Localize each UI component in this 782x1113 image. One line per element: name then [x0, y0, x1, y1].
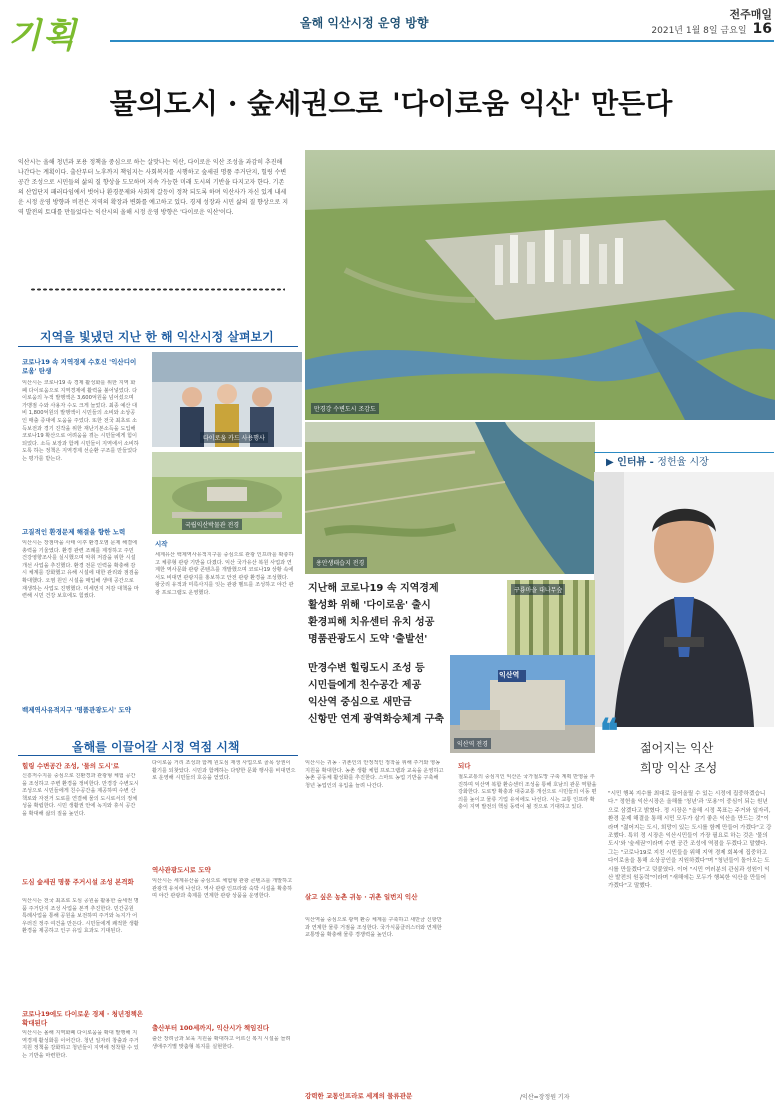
section1-body-2: 익산시는 장점마을 사태 이후 환경오염 문제 해결에 총력을 기울였다. 환경 관련 조례를 제정하고 주민 건강영향조사를 실시했으며 악취 저감을 위한 시설 개선 사업을 추진했다. 환경 전문 인력을 확충해 감시 체계를 강화했고 유해 시설에 대한 관리와 점검을 확대했다. 오염 원인 시설을 매입해 생태 공간으로 재생하는 사업도 진행했다. 미세먼지 저감 대책을 마련해 시민 건강 보호에도 힘썼다.	[22, 540, 139, 600]
interview-quote-line-2: 희망 익산 조성	[640, 761, 718, 775]
header-rule	[110, 40, 774, 42]
interview-quote-line-1: 젊어지는 익산	[640, 741, 714, 755]
photo-museum	[152, 452, 302, 534]
section2-body-8: 철도교통의 중심지인 익산은 국가철도망 구축 계획 반영을 추진하며 익산역 복합 환승센터 조성을 통해 호남의 관문 역할을 강화한다. 도로망 확충과 대중교통 개선으로 시민들의 이동 편의를 높이고 물류 기업 유치에도 나선다. 시는 교통 인프라 확충이 지역 발전의 핵심 동력이 될 것으로 기대하고 있다.	[458, 774, 597, 811]
section2-rule	[18, 755, 298, 756]
photo-caption-main: 만경강 수변도시 조감도	[311, 403, 379, 414]
page-number: 16	[752, 21, 772, 37]
issue-date: 2021년 1월 8일 금요일	[651, 26, 747, 36]
section2-body-7: 익산역을 중심으로 광역 환승 체계를 구축하고 새만금 신항만과 연계한 물류 거점을 조성한다. 국가식품클러스터와 연계한 교통망을 확충해 물류 경쟁력을 높인다.	[305, 917, 442, 939]
section2-kicker-5: 출산부터 100세까지, 익산시가 책임진다	[152, 1024, 270, 1032]
photo-caption-5: 익산역 전경	[454, 738, 491, 749]
section-title: 올해 익산시정 운영 방향	[300, 16, 429, 30]
main-aerial-photo	[305, 150, 775, 420]
section2-body-5: 출산 장려금과 보육 지원을 확대하고 어르신 복지 시설을 늘려 생애주기별 맞춤형 복지를 실현한다.	[152, 1036, 291, 1050]
dateline	[651, 21, 772, 37]
section2-body-3: 익산시는 올해 지역화폐 다이로움을 확대 발행해 지역경제 활성화를 이어간다. 청년 일자리 창출과 주거 지원 정책을 강화하고 청년들이 지역에 정착할 수 있는 기반을 마련한다.	[22, 1030, 139, 1059]
dotted-divider	[30, 288, 285, 291]
highlight-1-line-4: 명품관광도시 도약 '출발선'	[308, 634, 428, 645]
section1-title: 지역을 빛냈던 지난 한 해 익산시정 살펴보기	[40, 330, 274, 344]
photo-card-event	[152, 352, 302, 447]
highlight-2-line-3: 익산역 중심으로 새만금	[308, 697, 412, 708]
photo-caption-3: 용안생태습지 전경	[313, 557, 367, 568]
byline: /익산=장정원 기자	[520, 1094, 570, 1101]
section1-kicker-3: 백제역사유적지구 '명품관광도시' 도약	[22, 706, 131, 714]
section1-kicker-1: 코로나19 속 지역경제 수호신 '익산디이로움' 탄생	[22, 358, 137, 375]
section1-body-3b: 다이로움 거리 조성과 함께 원도심 재생 사업으로 골목 상권이 활기를 되찾았다. 시민과 함께하는 다양한 문화 행사를 비대면으로 운영해 시민들의 호응을 얻었다.	[152, 760, 296, 782]
section2-kicker-4: 역사관광도시로 도약	[152, 866, 211, 874]
photo-caption-1: 다이로움 카드 사용행사	[200, 432, 268, 443]
section2-kicker-8: 되다	[458, 762, 471, 770]
section2-kicker-6: 살고 싶은 농촌 귀농 · 귀촌 일번지 익산	[305, 893, 418, 901]
page-headline: 물의도시 · 숲세권으로 '다이로움 익산' 만든다	[109, 87, 673, 120]
newspaper-name: 전주매일	[729, 8, 772, 21]
section1-body-3: 세계유산 백제역사유적지구를 중심으로 관광 인프라를 확충하고 체류형 관광 기반을 다졌다. 익산 국가유산 복원 사업과 연계한 역사문화 관광 콘텐츠를 개발했으며 코로나19 상황 속에서도 비대면 관광지를 홍보하고 안전 관광 환경을 조성했다. 왕궁리 유적과 미륵사지를 잇는 관광 벨트를 조성하고 야간 관광 프로그램도 운영했다.	[155, 552, 294, 596]
highlight-1-line-2: 활성화 위해 '다이로움' 출시	[308, 600, 431, 611]
station-sign: 익산역	[499, 671, 520, 679]
portrait-illustration	[594, 472, 774, 727]
section1-col2-kicker: 시작	[155, 540, 168, 548]
section2-kicker-1: 힐링 수변공간 조성, '물의 도시'로	[22, 762, 120, 770]
section2-kicker-7: 강력한 교통인프라로 세계의 물류관문	[305, 1092, 413, 1100]
section1-kicker-2: 고질적인 환경문제 해결을 향한 노력	[22, 528, 126, 536]
section1-body-1: 익산시는 코로나19 속 경제 활성화를 위한 지역 화폐 다이로움으로 지역경제에 활력을 불어넣었다. 다이로움의 누적 발행액은 3,600억원을 넘어섰으며 가맹점 수와 사용자 수도 크게 늘었다. 최종 예산 대비 1,800억원의 발행액이 시민들의 소비와 소상공인 매출 증대에 도움을 주었다. 또한 전국 최초로 소득보전과 경기 진작을 위한 재난기본소득을 도입해 코로나19 확산으로 어려움을 겪는 시민들에게 힘이 되었다. 소득 보장과 함께 시민들이 지역에서 소비하도록 하는 정책은 지역경제 선순환 구조를 만들었다는 평가를 받는다.	[22, 380, 139, 462]
highlight-box-2	[308, 660, 468, 728]
highlight-2-line-1: 만경수변 힐링도시 조성 등	[308, 663, 425, 674]
highlight-2-line-2: 시민들에게 친수공간 제공	[308, 680, 422, 691]
section2-col3-body: 익산시는 귀농 · 귀촌인의 안정적인 정착을 위해 주거와 영농 지원을 확대한다. 농촌 생활 체험 프로그램과 교육을 운영하고 농촌 공동체 활성화를 추진한다. 스마트 농업 기반을 구축해 청년 농업인의 유입을 늘려 나간다.	[305, 760, 444, 789]
interview-name: 정헌율 시장	[657, 457, 709, 468]
highlight-2-line-4: 신항만 연계 광역화승체계 구축	[308, 714, 445, 725]
highlight-1-line-3: 환경피해 치유센터 유치 성공	[308, 617, 435, 628]
wetland-illustration	[305, 422, 595, 574]
section2-body-2: 익산시는 전국 최초로 도심 공원을 활용한 숲세권 명품 주거단지 조성 사업을 본격 추진한다. 민간공원 특례사업을 통해 공원을 보전하며 주거와 녹지가 어우러진 정주 여건을 만든다. 시민들에게 쾌적한 생활환경을 제공하고 인구 유입 효과도 기대된다.	[22, 898, 139, 935]
section-brand: 기획	[8, 16, 78, 56]
highlight-box-1	[308, 580, 503, 648]
interview-label: 인터뷰	[617, 457, 647, 468]
aerial-illustration	[305, 150, 775, 420]
photo-station	[450, 655, 595, 753]
interview-body: "시민 행복 지수를 최대로 끌어올릴 수 있는 시정에 집중하겠습니다." 정헌율 익산시장은 올해를 '청년'과 '포용'이 중심이 되는 원년으로 삼겠다고 밝혔다. 정 시장은 "올해 시정 목표는 주거와 일자리, 환경 문제 해결을 통해 시민 모두가 살기 좋은 익산을 만드는 것"이라며 "젊어지는 도시, 희망이 있는 도시를 함께 만들어 가겠다"고 강조했다. 특히 정 시장은 익산시민들이 가장 필요로 하는 것은 '물의 도시'와 '숲세권'이라며 수변 공간 조성에 역점을 두겠다고 말했다. 그는 "코로나19로 지친 시민들을 위해 지역 경제 회복에 집중하고 다이로움을 통해 소상공인을 지원하겠다"며 "청년들이 돌아오는 도시를 만들겠다"고 덧붙였다. 이어 "시민 여러분의 관심과 성원이 익산 발전의 원동력"이라며 "새해에는 모두가 행복한 익산을 만들어 가겠다"고 말했다.	[608, 791, 772, 890]
highlight-1-line-1: 지난해 코로나19 속 지역경제	[308, 583, 439, 594]
mayor-portrait	[594, 472, 774, 727]
section2-kicker-3: 코로나19에도 다이로운 경제 · 청년정책은 확대된다	[22, 1010, 144, 1027]
lead-paragraph: 익산시는 올해 청년과 포용 정책을 중심으로 하는 살맛나는 익산, 다이로운 익산 조성을 과감히 추진해 나간다는 계획이다. 출산부터 노후까지 책임지는 사회복지를 시행하고 숲세권 명품 주거단지, 힐링 수변공간 조성으로 시민들의 삶의 질 향상을 도모하며 지속 가능한 미래 도시의 기반을 다지고자 한다. 기존의 산업단지 패러다임에서 벗어나 환경문제와 사회적 갈등이 정착 되도록 하며 익산사가 자신 있게 내세운 시정 운영 방향과 비전은 지역의 확장과 변화를 예고하고 있다. 경제 성장과 시민 삶의 질 향상으로 지역 발전의 토대를 만들었다는 익산시의 올해 시정 운영 방향은 '다이로운 익산'이다.	[18, 159, 289, 216]
photo-caption-4: 구룡마을 대나무숲	[511, 584, 565, 595]
photo-caption-2: 국립익산박물관 전경	[182, 519, 242, 530]
section2-kicker-2: 도심 숲세권 명품 주거시설 조성 본격화	[22, 878, 134, 886]
quote-mark: ❝	[600, 712, 619, 752]
section2-body-1: 신흥저수지를 중심으로 친환경과 관광형 체험 공간을 조성하고 주변 환경을 정비한다. 만경강 수변도시 조성으로 시민들에게 친수공간을 제공하며 수변 산책로와 자전거 도로를 연결해 물의 도시로서의 정체성을 확립한다. 시민 생활권 안에 녹지와 휴식 공간을 확대해 삶의 질을 높인다.	[22, 773, 139, 817]
section2-body-4: 익산시는 세계유산을 중심으로 체험형 관광 콘텐츠를 개발하고 관광객 유치에 나선다. 역사 관광 인프라와 숙박 시설을 확충하며 야간 관광과 축제를 연계한 관광 상품을 운영한다.	[152, 878, 293, 900]
photo-wetland	[305, 422, 595, 574]
interview-title: ▶ 인터뷰 - 정헌율 시장	[606, 457, 709, 468]
section2-title: 올해를 이끌어갈 시정 역점 시책	[72, 740, 240, 754]
section1-rule	[18, 346, 298, 347]
interview-quote	[640, 738, 717, 778]
